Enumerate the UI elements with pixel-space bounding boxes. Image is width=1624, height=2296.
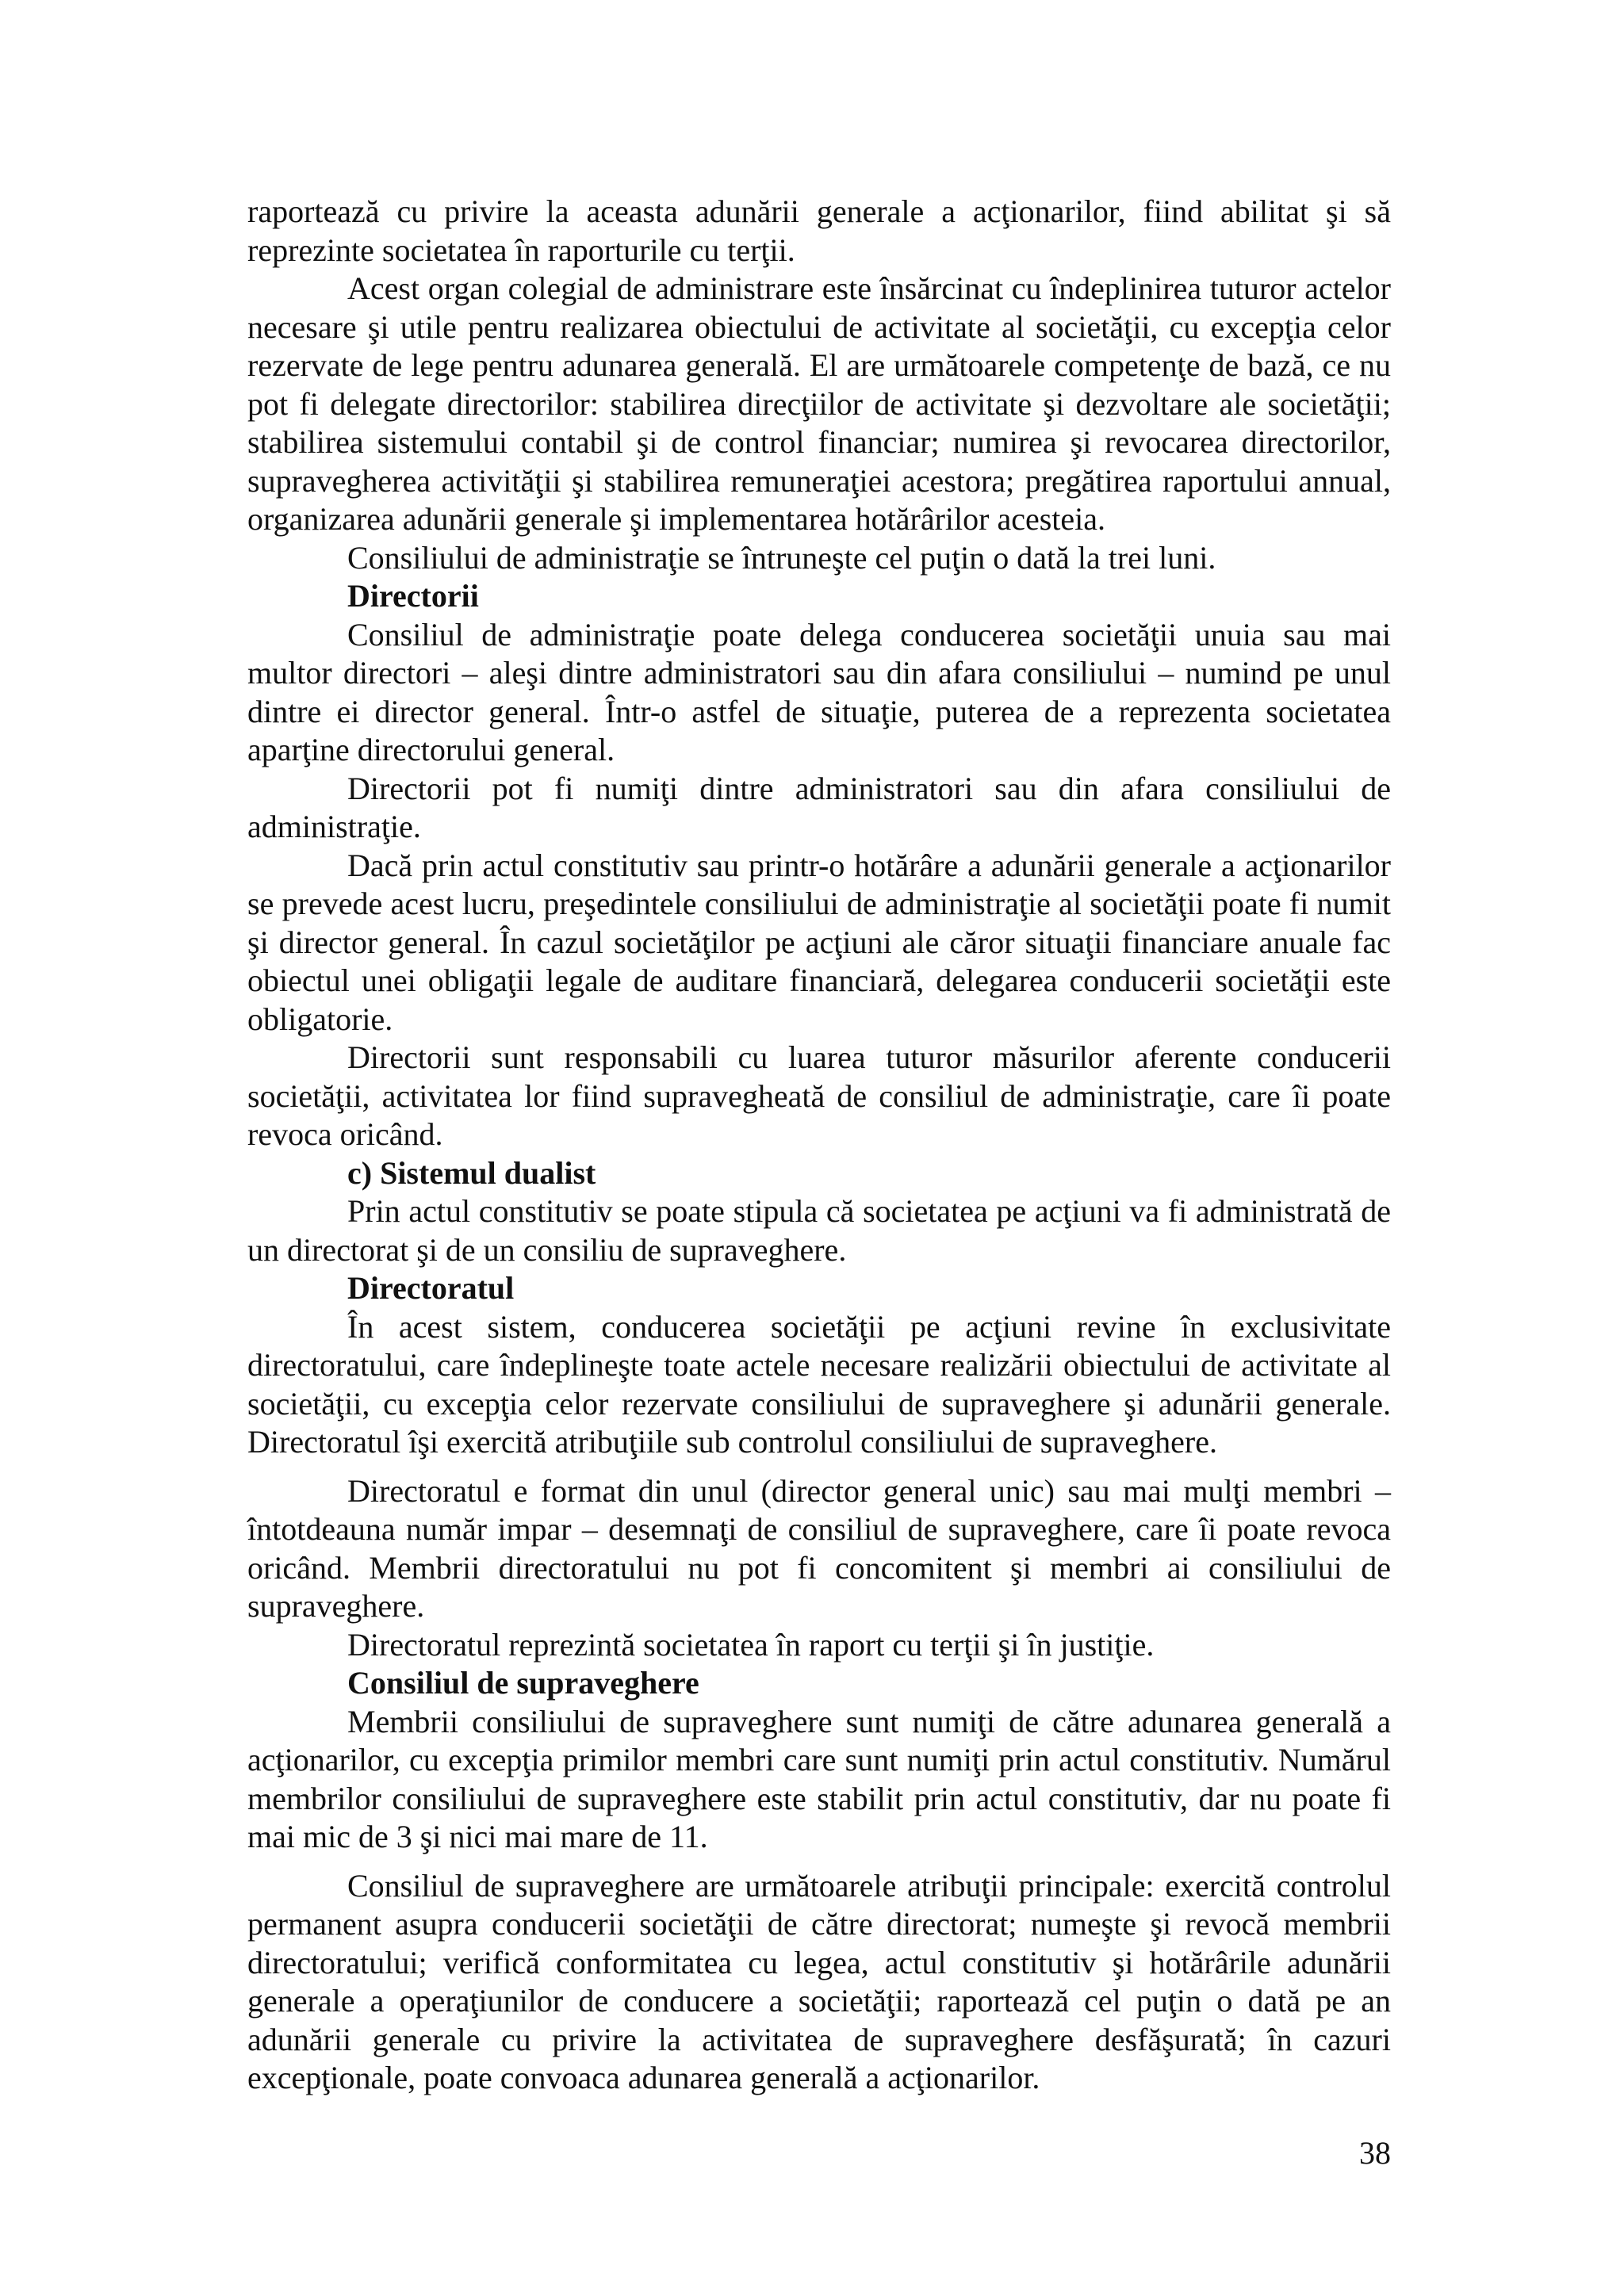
page-number: 38 bbox=[1359, 2135, 1391, 2171]
body-paragraph: Directoratul reprezintă societatea în raport cu terţii şi în justiţie. bbox=[347, 1626, 1155, 1663]
body-paragraph: Directorii sunt responsabili cu luarea tuturor măsurilor aferente conducerii societăţii, activitatea lor fiind supravegheată de consiliul de administraţie, care îi poate revoca oricând. bbox=[247, 1039, 1391, 1152]
body-paragraph: Dacă prin actul constitutiv sau printr-o hotărâre a adunării generale a acţionarilor se prevede acest lucru, preşedintele consiliului de administraţie al societăţii poate fi numit şi director general. În cazul societăţilor pe acţiuni ale căror situaţii financiare anuale fac obiectul unei obligaţii legale de auditare financiară, delegarea conducerii societăţii este obligatorie. bbox=[247, 847, 1391, 1037]
body-paragraph: Membrii consiliului de supraveghere sunt numiţi de către adunarea generală a acţionarilor, cu excepţia primilor membri care sunt numiţi prin actul constitutiv. Numărul membrilor consiliului de supraveghere este stabilit prin actul constitutiv, dar nu poate fi mai mic de 3 şi nici mai mare de 11. bbox=[247, 1703, 1391, 1854]
section-heading: c) Sistemul dualist bbox=[347, 1154, 596, 1191]
body-paragraph: În acest sistem, conducerea societăţii pe acţiuni revine în exclusivitate directoratului, care îndeplineşte toate actele necesare realizării obiectului de activitate al societăţii, cu excepţia celor rezervate consiliului de supraveghere şi adunării generale. Directoratul îşi exercită atribuţiile sub controlul consiliului de supraveghere. bbox=[247, 1308, 1391, 1460]
page-body bbox=[247, 193, 1391, 2098]
body-paragraph: Acest organ colegial de administrare este însărcinat cu îndeplinirea tuturor actelor necesare şi utile pentru realizarea obiectului de activitate al societăţii, cu excepţia celor rezervate de lege pentru adunarea generală. El are următoarele competenţe de bază, ce nu pot fi delegate directorilor: stabilirea direcţiilor de activitate şi dezvoltare ale societăţii; stabilirea sistemului contabil şi de control financiar; numirea şi revocarea directorilor, supravegherea activităţii şi stabilirea remuneraţiei acestora; pregătirea raportului annual, organizarea adunării generale şi implementarea hotărârilor acesteia. bbox=[247, 270, 1391, 537]
body-paragraph: Consiliul de administraţie poate delega conducerea societăţii unuia sau mai multor directori – aleşi dintre administratori sau din afara consiliului – numind pe unul dintre ei director general. Într-o astfel de situaţie, puterea de a reprezenta societatea aparţine directorului general. bbox=[247, 616, 1391, 767]
body-paragraph: Consiliului de administraţie se întruneşte cel puţin o dată la trei luni. bbox=[347, 539, 1216, 576]
body-paragraph: Prin actul constitutiv se poate stipula că societatea pe acţiuni va fi administrată de un directorat şi de un consiliu de supraveghere. bbox=[247, 1193, 1391, 1268]
section-heading: Consiliul de supraveghere bbox=[347, 1665, 699, 1701]
body-paragraph: Consiliul de supraveghere are următoarele atribuţii principale: exercită controlul permanent asupra conducerii societăţii de către directorat; numeşte şi revocă membrii directoratului; verifică conformitatea cu legea, actul constitutiv şi hotărârile adunării generale a operaţiunilor de conducere a societăţii; raportează cel puţin o dată pe an adunării generale cu privire la activitatea de supraveghere desfăşurată; în cazuri excepţionale, poate convoaca adunarea generală a acţionarilor. bbox=[247, 1867, 1391, 2095]
section-heading: Directorii bbox=[347, 578, 479, 614]
body-paragraph: Directorii pot fi numiţi dintre administratori sau din afara consiliului de administraţie. bbox=[247, 770, 1391, 844]
body-paragraph: Directoratul e format din unul (director general unic) sau mai mulţi membri – întotdeauna număr impar – desemnaţi de consiliul de supraveghere, care îi poate revoca oricând. Membrii directoratului nu pot fi concomitent şi membri ai consiliului de supraveghere. bbox=[247, 1472, 1391, 1624]
body-paragraph: raportează cu privire la aceasta adunării generale a acţionarilor, fiind abilitat şi să reprezinte societatea în raporturile cu terţii. bbox=[247, 193, 1391, 268]
section-heading: Directoratul bbox=[347, 1270, 515, 1306]
